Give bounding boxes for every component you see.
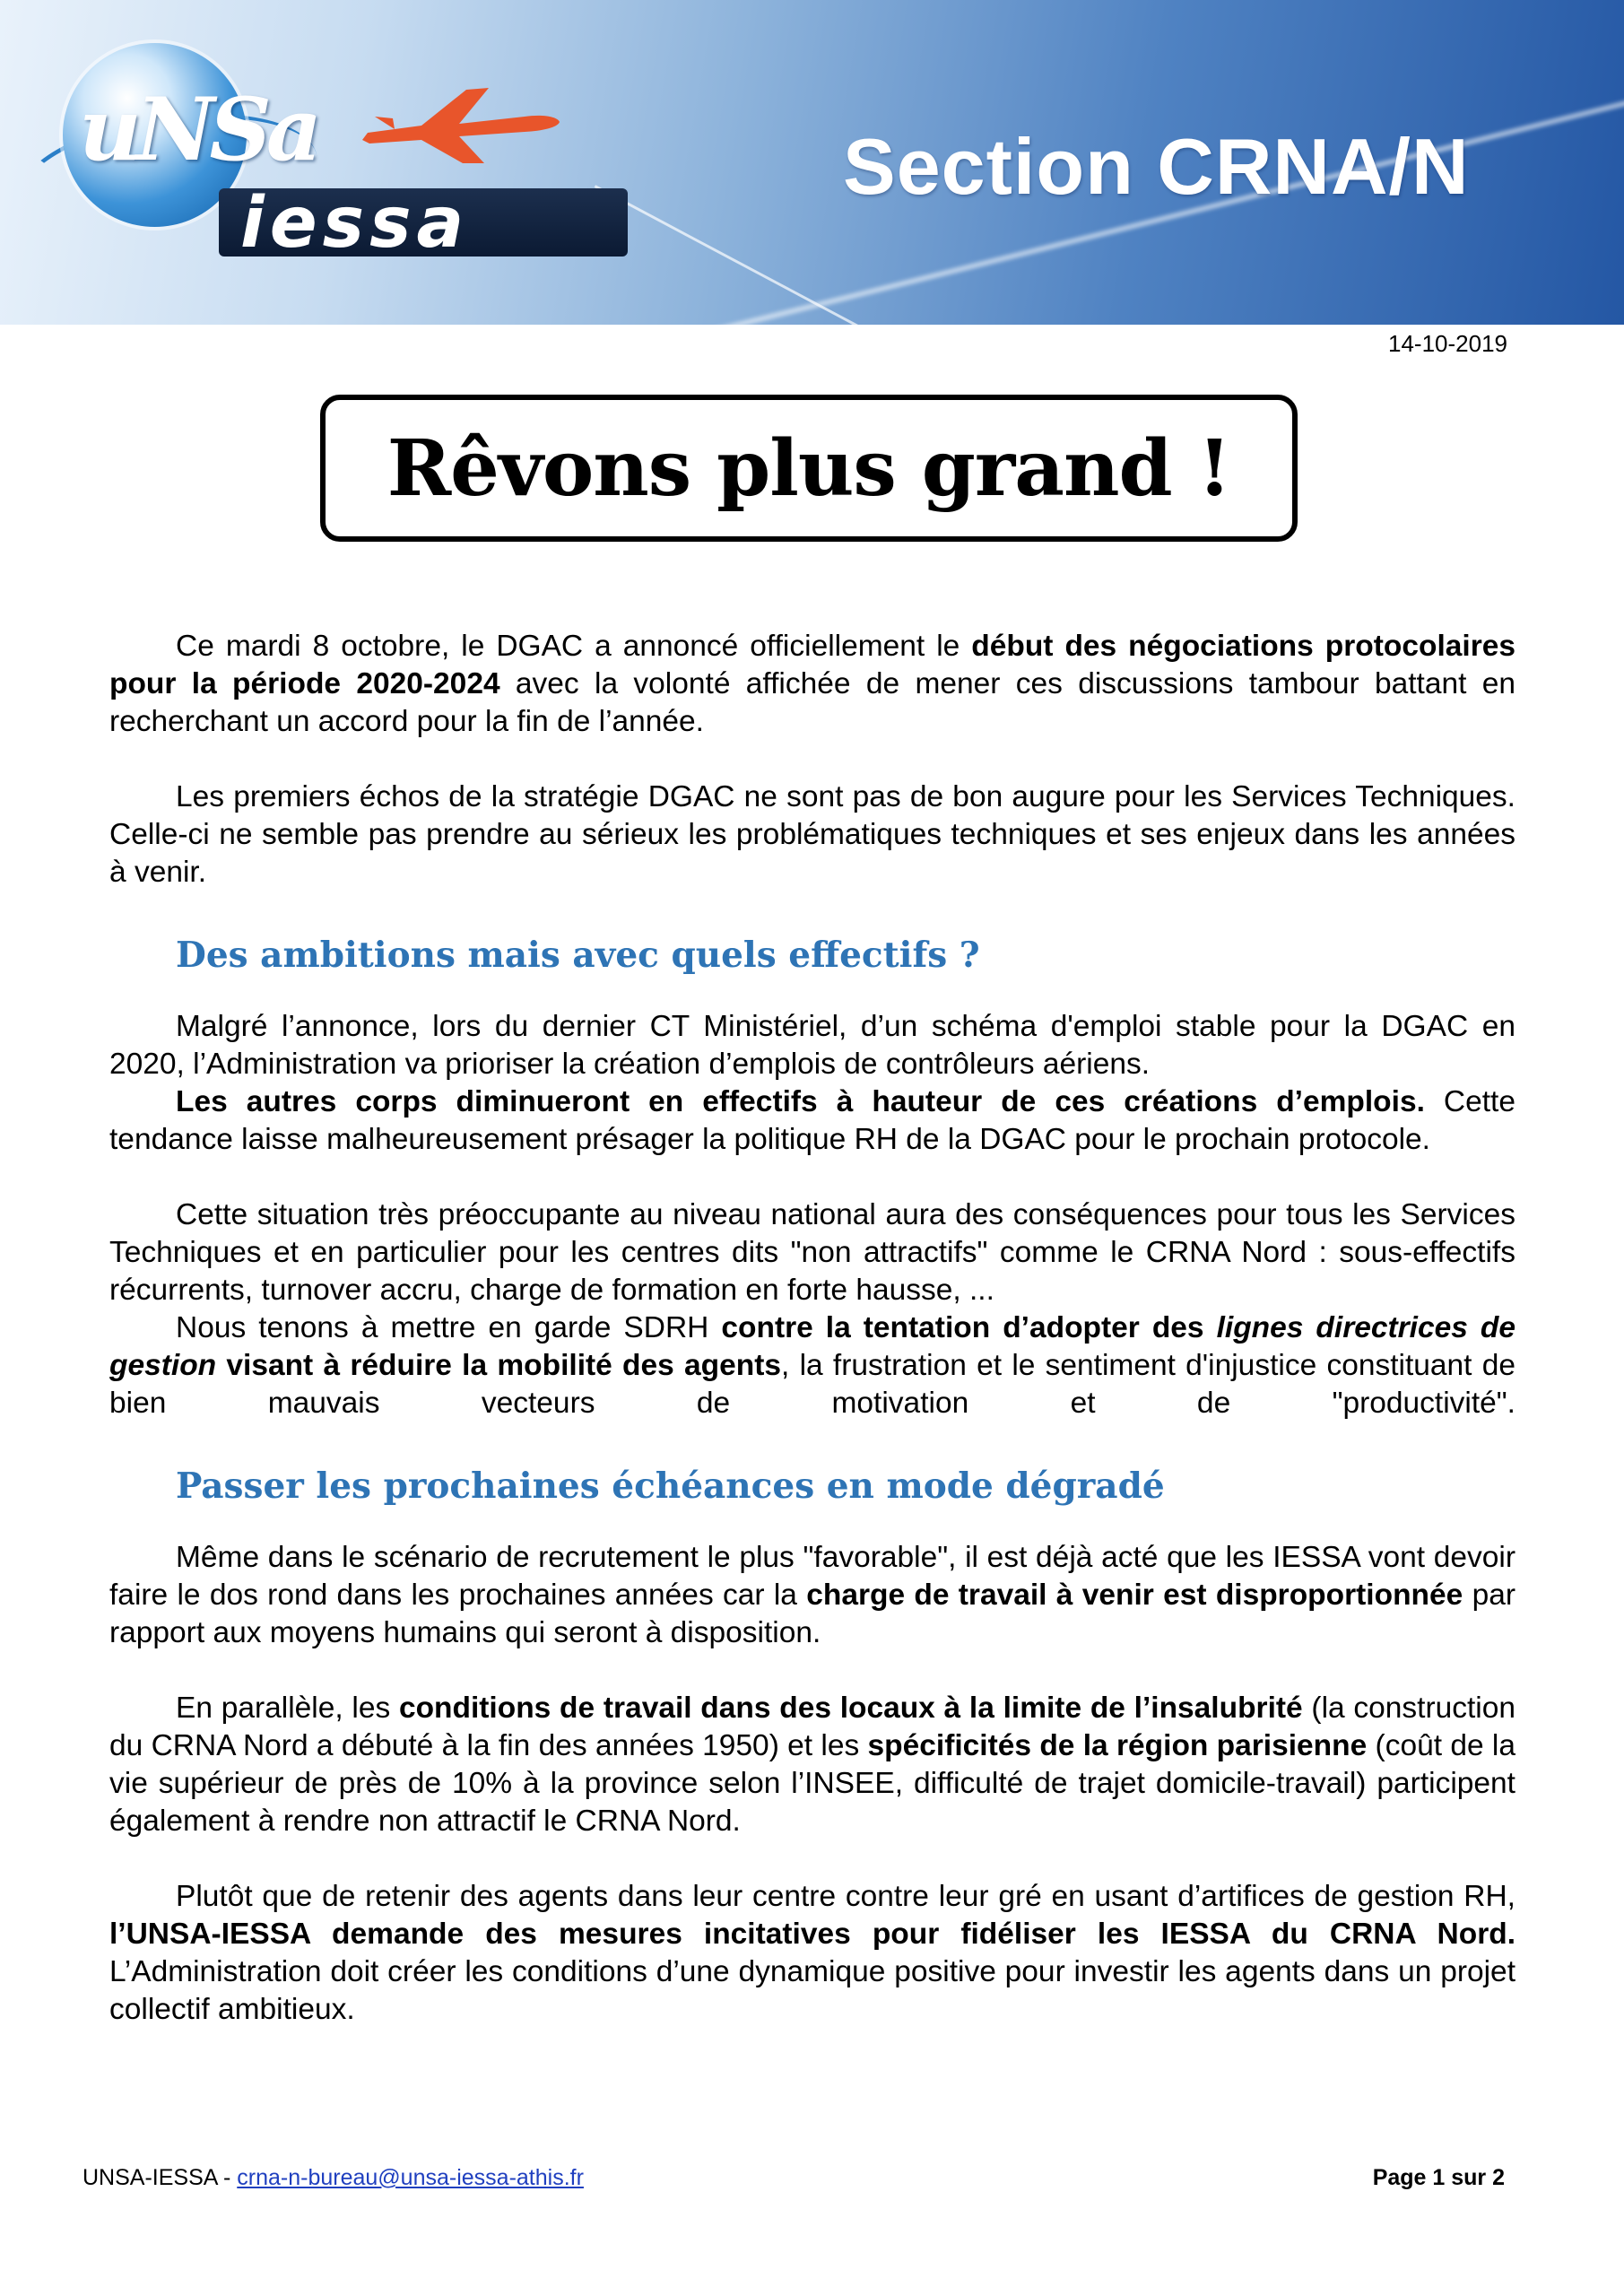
document-title: Rêvons plus grand ! bbox=[386, 422, 1231, 514]
section-title: Section CRNA/N bbox=[843, 122, 1470, 211]
section-heading-effectifs: Des ambitions mais avec quels effectifs ? bbox=[176, 935, 980, 976]
paragraph-annonce bbox=[109, 1008, 1515, 1083]
logo-unsa-text: uNSa bbox=[79, 79, 317, 180]
text-run: Plutôt que de retenir des agents dans leur centre contre leur gré en usant d’artifices de gestion RH, bbox=[176, 1880, 1515, 1913]
text-run: avec la volonté affichée de mener ces discussions tambour battant en recherchant un accord pour la fin de l’année. bbox=[109, 667, 1515, 738]
text-run: Nous tenons à mettre en garde SDRH bbox=[176, 1311, 722, 1344]
paragraph-situation bbox=[109, 1196, 1515, 1309]
document-date: 14-10-2019 bbox=[1388, 330, 1507, 357]
text-run-bold: spécificités de la région parisienne bbox=[867, 1729, 1368, 1762]
text-run-bold: l’UNSA-IESSA demande des mesures incitatives pour fidéliser les IESSA du CRNA Nord. bbox=[109, 1918, 1515, 1951]
text-run: , la frustration et le sentiment d'injustice constituant de bien mauvais vecteurs de motivation et de "productivité". bbox=[109, 1349, 1515, 1420]
text-run: Même dans le scénario de recrutement le plus "favorable", il est déjà acté que les IESSA vont devoir faire le dos rond dans les prochaines années car la bbox=[109, 1541, 1515, 1612]
text-run: (la construction du CRNA Nord a débuté à la fin des années 1950) et les bbox=[109, 1692, 1515, 1762]
text-run-bold: visant à réduire la mobilité des agents bbox=[216, 1349, 782, 1382]
text-run: L’Administration doit créer les conditions d’une dynamique positive pour investir les agents dans un projet collectif ambitieux. bbox=[109, 1955, 1515, 2026]
text-run-bold: Les autres corps diminueront en effectifs à hauteur de ces créations d’emplois. bbox=[176, 1085, 1425, 1118]
airplane-icon bbox=[359, 63, 565, 170]
text-run: Cette situation très préoccupante au niveau national aura des conséquences pour tous les Services Techniques et en particulier pour les centres dits "non attractifs" comme le CRNA Nord : sous-effectifs récurrents, turnover accru, charge de formation en forte hausse, ... bbox=[109, 1198, 1515, 1307]
paragraph-conditions bbox=[109, 1690, 1515, 1840]
text-run: Cette tendance laisse malheureusement présager la politique RH de la DGAC pour le prochain protocole. bbox=[109, 1085, 1515, 1156]
paragraph-corps bbox=[109, 1083, 1515, 1159]
text-run: Ce mardi 8 octobre, le DGAC a annoncé officiellement le bbox=[176, 630, 972, 663]
paragraph-strategy bbox=[109, 778, 1515, 891]
text-run-bold: charge de travail à venir est disproportionnée bbox=[806, 1578, 1463, 1612]
text-run: (coût de la vie supérieur de près de 10% à la province selon l’INSEE, difficulté de trajet domicile-travail) participent également à rendre non attractif le CRNA Nord. bbox=[109, 1729, 1515, 1838]
text-run: Les premiers échos de la stratégie DGAC ne sont pas de bon augure pour les Services Techniques. Celle-ci ne semble pas prendre au sérieux les problématiques techniques et ses enjeux dans les années à venir. bbox=[109, 780, 1515, 889]
logo-iessa-text: iessa bbox=[240, 183, 470, 264]
text-run: En parallèle, les bbox=[176, 1692, 399, 1725]
paragraph-sdrh bbox=[109, 1309, 1515, 1422]
text-run-bold: conditions de travail dans des locaux à la limite de l’insalubrité bbox=[398, 1692, 1303, 1725]
section-heading-echeances: Passer les prochaines échéances en mode dégradé bbox=[176, 1465, 1165, 1507]
header-banner bbox=[0, 0, 1624, 325]
text-run: Malgré l’annonce, lors du dernier CT Ministériel, d’un schéma d'emploi stable pour la DGAC en 2020, l’Administration va prioriser la création d’emplois de contrôleurs aériens. bbox=[109, 1010, 1515, 1081]
paragraph-recrutement bbox=[109, 1539, 1515, 1652]
page-footer bbox=[83, 2165, 1505, 2191]
paragraph-intro bbox=[109, 628, 1515, 741]
page-number: Page 1 sur 2 bbox=[1372, 2165, 1505, 2190]
footer-org: UNSA-IESSA - bbox=[83, 2165, 238, 2190]
text-run: par rapport aux moyens humains qui seront à disposition. bbox=[109, 1578, 1515, 1649]
text-run-bold: début des négociations protocolaires pour la période 2020-2024 bbox=[109, 630, 1515, 700]
document-body bbox=[109, 628, 1515, 2029]
text-run-bold-italic: lignes directrices de gestion bbox=[109, 1311, 1515, 1382]
footer-email-link[interactable]: crna-n-bureau@unsa-iessa-athis.fr bbox=[237, 2165, 584, 2190]
paragraph-demande bbox=[109, 1878, 1515, 2029]
text-run-bold: contre la tentation d’adopter des bbox=[721, 1311, 1217, 1344]
title-box bbox=[320, 395, 1298, 542]
